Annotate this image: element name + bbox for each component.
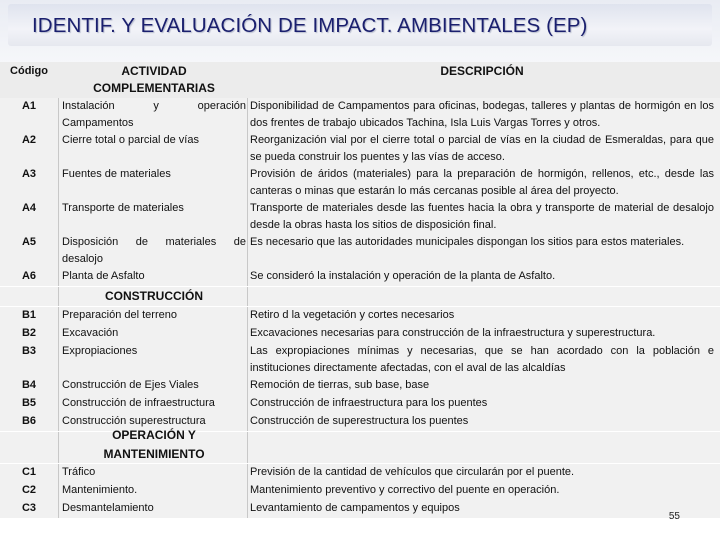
table-row	[0, 132, 720, 166]
row-code: A6	[21, 270, 37, 282]
page-number: 55	[668, 511, 680, 522]
row-description: Se consideró la instalación y operación de la planta de Asfalto.	[250, 270, 556, 282]
row-activity: Disposición de materiales de desalojo	[62, 236, 246, 265]
table-row	[0, 307, 720, 325]
row-activity: Preparación del terreno	[62, 309, 177, 321]
title-banner	[8, 4, 712, 46]
row-code: A1	[21, 100, 37, 112]
row-activity: Planta de Asfalto	[62, 270, 145, 282]
header-activity-line1: ACTIVIDAD	[121, 64, 187, 78]
row-code: A2	[21, 134, 37, 146]
row-description: Las expropiaciones mínimas y necesarias, que se han acordado con la población e instituciones directamente afectadas, con el aval de las alcaldías	[250, 345, 714, 374]
table-row	[0, 98, 720, 132]
row-description: Previsión de la cantidad de vehículos que circularán por el puente.	[250, 466, 575, 478]
row-activity: Cierre total o parcial de vías	[62, 134, 199, 146]
row-activity: Mantenimiento.	[62, 484, 138, 496]
row-description: Retiro d la vegetación y cortes necesarios	[250, 309, 455, 321]
table-row	[0, 482, 720, 500]
section-operacion-line2: MANTENIMIENTO	[103, 447, 205, 461]
row-code: B1	[21, 309, 37, 321]
section-construccion: CONSTRUCCIÓN	[105, 289, 203, 303]
row-activity: Excavación	[62, 327, 119, 339]
table-row	[0, 234, 720, 268]
row-code: A3	[21, 168, 37, 180]
header-activity-line2: COMPLEMENTARIAS	[93, 81, 215, 95]
row-code: B4	[21, 379, 37, 391]
table-row	[0, 166, 720, 200]
row-code: C1	[21, 466, 37, 478]
table-row	[0, 500, 720, 518]
row-activity: Construcción de Ejes Viales	[62, 379, 199, 391]
table-row	[0, 377, 720, 395]
row-description: Disponibilidad de Campamentos para oficinas, bodegas, talleres y plantas de hormigón en los dos frentes de trabajo ubicados Tachina, Isla Luis Vargas Torres y otros.	[250, 100, 714, 129]
table-row	[0, 268, 720, 286]
row-activity: Instalación y operación Campamentos	[62, 100, 246, 129]
row-code: A4	[21, 202, 37, 214]
row-description: Construcción de superestructura los puentes	[250, 415, 469, 427]
impact-table	[0, 62, 720, 518]
row-description: Construcción de infraestructura para los puentes	[250, 397, 488, 409]
section-operacion-line1: OPERACIÓN Y	[112, 428, 196, 442]
row-code: B3	[21, 345, 37, 357]
row-activity: Construcción de infraestructura	[62, 397, 215, 409]
table-row	[0, 325, 720, 343]
row-description: Es necesario que las autoridades municipales dispongan los sitios para estos materiales.	[250, 236, 685, 248]
row-description: Excavaciones necesarias para construcción de la infraestructura y superestructura.	[250, 327, 656, 339]
row-activity: Fuentes de materiales	[62, 168, 171, 180]
table-row	[0, 343, 720, 377]
header-description: DESCRIPCIÓN	[440, 64, 524, 78]
table-row	[0, 200, 720, 234]
row-activity: Expropiaciones	[62, 345, 138, 357]
row-code: B6	[21, 415, 37, 427]
row-code: A5	[21, 236, 37, 248]
row-description: Remoción de tierras, sub base, base	[250, 379, 430, 391]
header-code: Código	[10, 65, 48, 77]
row-activity: Transporte de materiales	[62, 202, 184, 214]
page-title: IDENTIF. Y EVALUACIÓN DE IMPACT. AMBIENTALES (EP)	[32, 14, 588, 37]
row-separator	[0, 286, 720, 287]
row-activity: Tráfico	[62, 466, 96, 478]
table-row	[0, 464, 720, 482]
row-description: Transporte de materiales desde las fuentes hacia la obra y transporte de material de desalojo desde la obras hasta los sitios de disposición final.	[250, 202, 714, 231]
row-description: Reorganización vial por el cierre total o parcial de vías en la ciudad de Esmeraldas, para que se pueda construir los puentes y las vías de acceso.	[250, 134, 714, 163]
row-code: C2	[21, 484, 37, 496]
row-description: Mantenimiento preventivo y correctivo del puente en operación.	[250, 484, 560, 496]
row-description: Levantamiento de campamentos y equipos	[250, 502, 460, 514]
table-row	[0, 395, 720, 413]
row-code: B5	[21, 397, 37, 409]
row-code: C3	[21, 502, 37, 514]
row-activity: Construcción superestructura	[62, 415, 206, 427]
row-description: Provisión de áridos (materiales) para la preparación de hormigón, rellenos, etc., desde las canteras o minas que estarán lo más cercanas posible al área del proyecto.	[250, 168, 714, 197]
row-code: B2	[21, 327, 37, 339]
row-activity: Desmantelamiento	[62, 502, 154, 514]
table-header	[0, 62, 720, 98]
